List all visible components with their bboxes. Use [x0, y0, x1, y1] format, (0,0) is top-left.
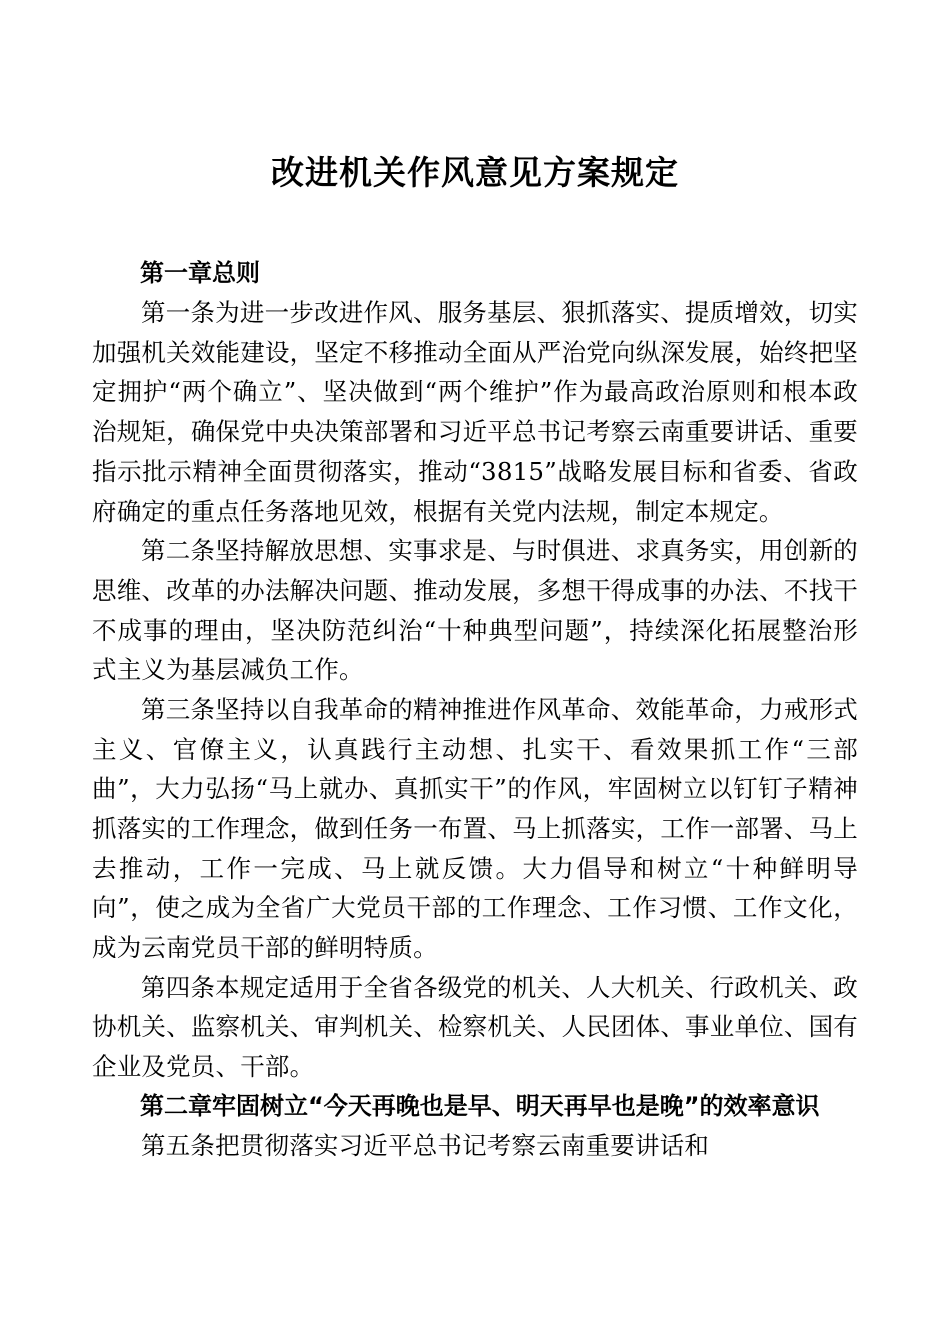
- section-heading-chapter-1: 第一章总则: [140, 259, 260, 288]
- page-title: 改进机关作风意见方案规定: [271, 153, 679, 192]
- paragraph-article-1: 第一条为进一步改进作风、服务基层、狠抓落实、提质增效，切实加强机关效能建设，坚定不移推动全面从严治党向纵深发展，始终把坚定拥护“两个确立”、坚决做到“两个维护”作为最高政治原则和根本政治规矩，确保党中央决策部署和习近平总书记考察云南重要讲话、重要指示批示精神全面贯彻落实，推动“3815”战略发展目标和省委、省政府确定的重点任务落地见效，根据有关党内法规，制定本规定。: [92, 298, 858, 526]
- document-body: [92, 254, 858, 1165]
- paragraph-article-5: 第五条把贯彻落实习近平总书记考察云南重要讲话和: [141, 1130, 710, 1160]
- section-heading-chapter-2: 第二章牢固树立“今天再晚也是早、明天再早也是晚”的效率意识: [140, 1091, 820, 1120]
- paragraph-article-2: 第二条坚持解放思想、实事求是、与时俱进、求真务实，用创新的思维、改革的办法解决问题、推动发展，多想干得成事的办法、不找干不成事的理由，坚决防范纠治“十种典型问题”，持续深化拓展整治形式主义为基层减负工作。: [92, 536, 858, 685]
- paragraph-article-3: 第三条坚持以自我革命的精神推进作风革命、效能革命，力戒形式主义、官僚主义，认真践行主动想、扎实干、看效果抓工作“三部曲”，大力弘扬“马上就办、真抓实干”的作风，牢固树立以钉钉子精神抓落实的工作理念，做到任务一布置、马上抓落实，工作一部署、马上去推动，工作一完成、马上就反馈。大力倡导和树立“十种鲜明导向”，使之成为全省广大党员干部的工作理念、工作习惯、工作文化，成为云南党员干部的鲜明特质。: [92, 694, 858, 963]
- paragraph-article-4: 第四条本规定适用于全省各级党的机关、人大机关、行政机关、政协机关、监察机关、审判机关、检察机关、人民团体、事业单位、国有企业及党员、干部。: [92, 972, 858, 1082]
